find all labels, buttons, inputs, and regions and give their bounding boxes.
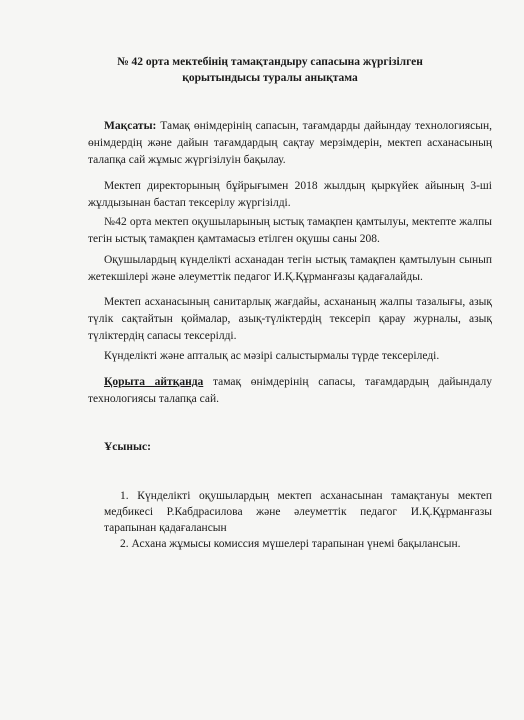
recommendation-item: 2. Асхана жұмысы комиссия мүшелері тарапынан үнемі бақылансын. <box>120 538 461 550</box>
paragraph-menu: Күнделікті және апталық ас мәзірі салыстырмалы түрде тексеріледі. <box>104 350 440 362</box>
paragraph-coverage: №42 орта мектеп оқушыларының ыстық тамақпен қамтылуы, мектепте жалпы тегін ыстық тамақпен қамтамасыз етілген оқушы саны 208. <box>88 216 492 245</box>
goal-paragraph <box>88 118 492 169</box>
paragraph-supervision: Оқушылардың күнделікті асханадан тегін ыстық тамақпен қамтылуын сынып жетекшілері және әлеуметтік педагог И.Қ.Құрманғазы қадағалайды. <box>88 254 492 283</box>
paragraph-order: Мектеп директорының бұйрығымен 2018 жылдың қыркүйек айының 3-ші жұлдызынан бастап тексерілу жүргізілді. <box>88 180 492 209</box>
title-line-2: қорытындысы туралы анықтама <box>182 72 358 84</box>
conclusion-text: тамақ өнімдерінің сапасы, тағамдардың дайындалу технологиясы талапқа сай. <box>88 376 492 405</box>
document-title <box>90 54 450 86</box>
body-paragraph <box>88 214 492 248</box>
conclusion-paragraph <box>88 374 492 408</box>
title-line-1: № 42 орта мектебінің тамақтандыру сапасына жүргізілген <box>117 56 423 68</box>
goal-label: Мақсаты: <box>104 120 157 132</box>
recommendations-heading: Ұсыныс: <box>104 441 151 453</box>
recommendation-item: 1. Күнделікті оқушылардың мектеп асханасынан тамақтануы мектеп медбикесі Р.Кабдрасилова және әлеуметтік педагог И.Қ.Құрманғазы тарапынан қадағалансын <box>104 490 492 534</box>
body-paragraph <box>88 294 492 345</box>
recommendations-list <box>104 488 492 552</box>
goal-text: Тамақ өнімдерінің сапасын, тағамдарды дайындау технологиясын, өнімдердің және дайын тағамдардың сақтау мерзімдерін, мектеп асханасының талапқа сай жұмыс жүргізілуін бақылау. <box>88 120 492 166</box>
body-paragraph <box>88 178 492 212</box>
body-paragraph <box>88 252 492 286</box>
paragraph-sanitary: Мектеп асханасының санитарлық жағдайы, асхананың жалпы тазалығы, азық түлік сақтайтын қоймалар, азық-түліктердің тексеріп қарау журналы, азық түліктердің сапасы тексерілді. <box>88 296 492 342</box>
body-paragraph <box>88 348 492 365</box>
conclusion-label: Қорыта айтқанда <box>104 376 204 388</box>
